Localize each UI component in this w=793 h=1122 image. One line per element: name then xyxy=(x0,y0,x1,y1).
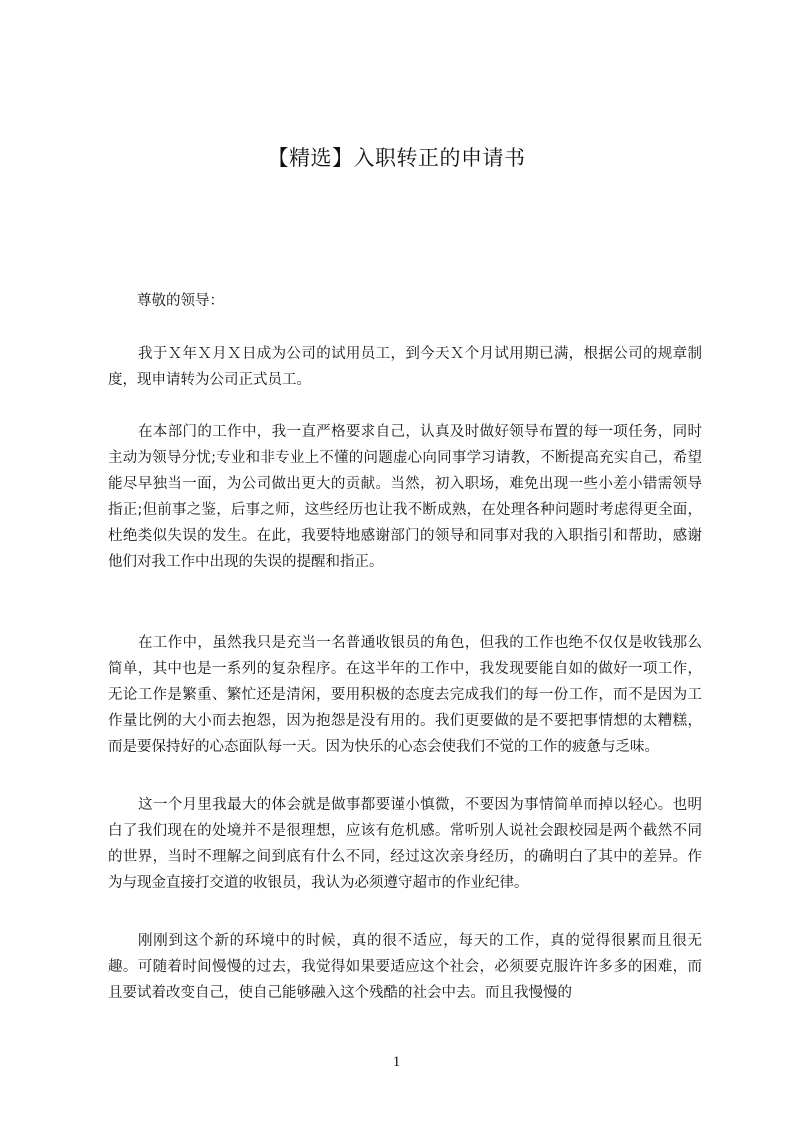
paragraph-trial-period: 我于Ｘ年Ｘ月Ｘ日成为公司的试用员工，到今天Ｘ个月试用期已满，根据公司的规章制度，现申请转为公司正式员工。 xyxy=(108,346,702,388)
paragraph-department-work: 在本部门的工作中，我一直严格要求自己，认真及时做好领导布置的每一项任务，同时主动为领导分忧;专业和非专业上不懂的问题虚心向同事学习请教，不断提高充实自己，希望能尽早独当一面，为公司做出更大的贡献。当然，初入职场，难免出现一些小差小错需领导指正;但前事之鉴，后事之师，这些经历也让我不断成熟，在处理各种问题时考虑得更全面，杜绝类似失误的发生。在此，我要特地感谢部门的领导和同事对我的入职指引和帮助，感谢他们对我工作中出现的失误的提醒和指正。 xyxy=(108,424,702,570)
paragraph-monthly-experience: 这一个月里我最大的体会就是做事都要谨小慎微，不要因为事情简单而掉以轻心。也明白了我们现在的处境并不是很理想，应该有危机感。常听别人说社会跟校园是两个截然不同的世界，当时不理解之间到底有什么不同，经过这次亲身经历，的确明白了其中的差异。作为与现金直接打交道的收银员，我认为必须遵守超市的作业纪律。 xyxy=(108,797,702,891)
document-title: 【精选】入职转正的申请书 xyxy=(267,146,526,170)
paragraph-cashier-role: 在工作中，虽然我只是充当一名普通收银员的角色，但我的工作也绝不仅仅是收钱那么简单，其中也是一系列的复杂程序。在这半年的工作中，我发现要能自如的做好一项工作，无论工作是繁重、繁忙还是清闲，要用积极的态度去完成我们的每一份工作，而不是因为工作量比例的大小而去抱怨，因为抱怨是没有用的。我们更要做的是不要把事情想的太糟糕，而是要保持好的心态面队每一天。因为快乐的心态会使我们不觉的工作的疲惫与乏味。 xyxy=(108,635,702,755)
page-number: 1 xyxy=(392,1054,401,1070)
salutation: 尊敬的领导： xyxy=(137,293,224,309)
paragraph-new-environment: 刚刚到这个新的环境中的时候，真的很不适应，每天的工作，真的觉得很累而且很无趣。可随着时间慢慢的过去，我觉得如果要适应这个社会，必须要克服许许多多的困难，而且要试着改变自己，使自己能够融入这个残酷的社会中去。而且我慢慢的 xyxy=(108,933,702,1001)
